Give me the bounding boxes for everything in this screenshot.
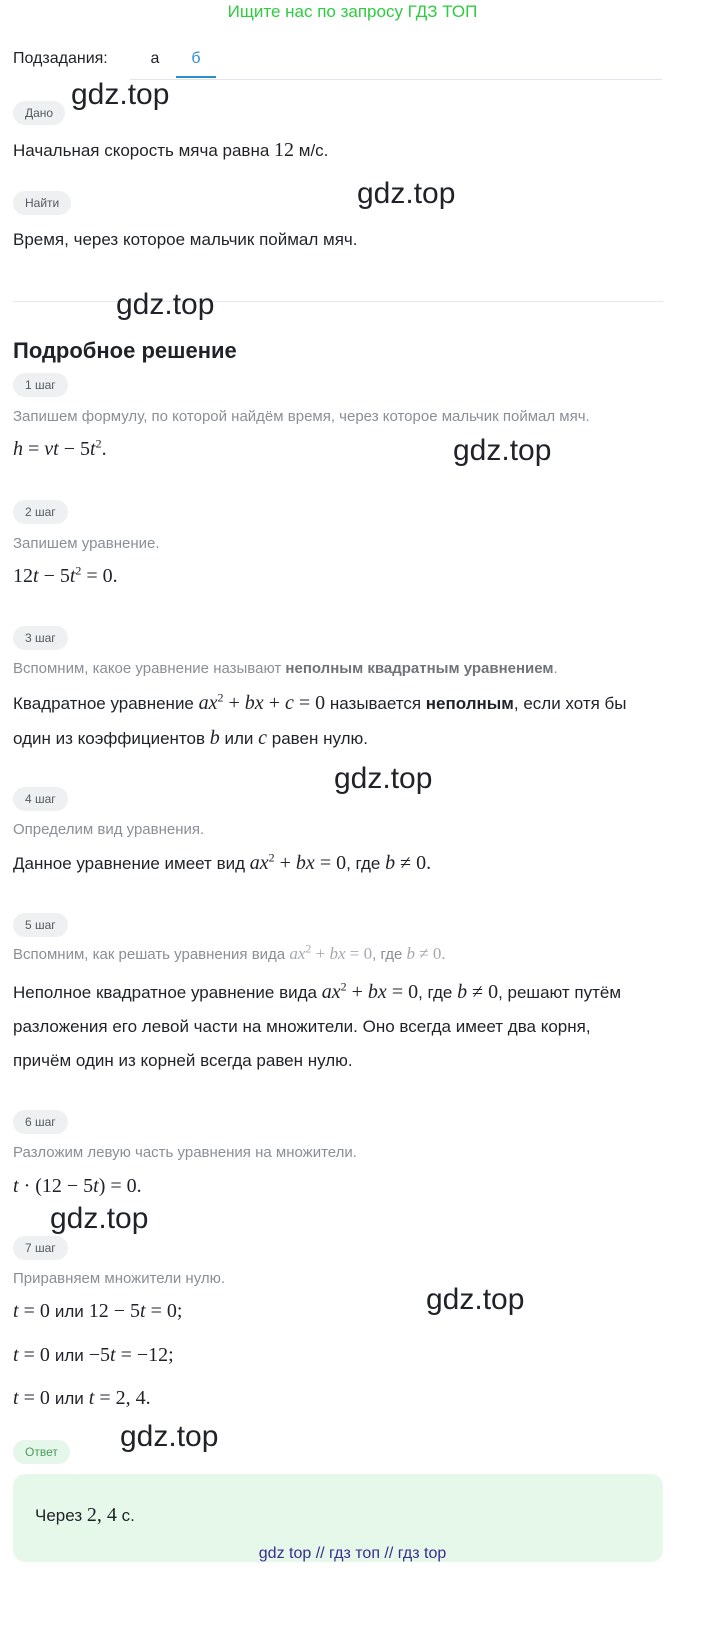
section-divider [13, 301, 663, 302]
step-3-line-2: один из коэффициентов b или c равен нулю. [13, 727, 368, 749]
step-7-note: Приравняем множители нулю. [13, 1270, 226, 1287]
watermark: gdz.top [334, 762, 433, 795]
watermark: gdz.top [453, 434, 552, 467]
watermark: gdz.top [120, 1420, 219, 1453]
step-7-line-1: t = 0 или 12 − 5t = 0; [13, 1300, 183, 1322]
step-7-pill: 7 шаг [13, 1236, 68, 1260]
active-tab-indicator [176, 76, 216, 78]
step-7-line-2: t = 0 или −5t = −12; [13, 1344, 174, 1366]
watermark: gdz.top [71, 78, 170, 111]
step-6-note: Разложим левую часть уравнения на множители. [13, 1144, 357, 1161]
watermark: gdz.top [357, 177, 456, 210]
step-3-note: Вспомним, какое уравнение называют неполным квадратным уравнением. [13, 660, 558, 677]
given-pill: Дано [13, 101, 65, 125]
step-5-line-1: Неполное квадратное уравнение вида $ax^2$ + bx = 0, где b ≠ 0, решают путём [13, 979, 622, 1003]
step-4-pill: 4 шаг [13, 787, 68, 811]
step-3-line-1: Квадратное уравнение $ax^2$ + bx + c = 0 называется неполным, если хотя бы [13, 690, 627, 714]
step-4-line: Данное уравнение имеет вид $ax^2$ + bx = 0, где b ≠ 0. [13, 850, 432, 874]
step-5-line-3: причём один из корней всегда равен нулю. [13, 1051, 353, 1070]
solution-heading: Подробное решение [13, 338, 237, 363]
search-banner[interactable]: Ищите нас по запросу ГДЗ ТОП [227, 2, 478, 21]
tabs-divider [130, 79, 662, 80]
step-6-formula: t · (12 − 5t) = 0. [13, 1175, 142, 1197]
footer-links[interactable]: gdz top // гдз топ // гдз top [258, 1545, 447, 1562]
watermark: gdz.top [50, 1202, 149, 1235]
step-5-line-2: разложения его левой части на множители. Оно всегда имеет два корня, [13, 1017, 591, 1036]
step-6-pill: 6 шаг [13, 1110, 68, 1134]
step-3-pill: 3 шаг [13, 626, 68, 650]
subtasks-label: Подзадания: [13, 50, 108, 67]
step-1-formula: h = vt − $5t^2$. [13, 436, 107, 460]
tab-b[interactable]: б [191, 50, 201, 67]
step-7-line-3: t = 0 или t = 2, 4. [13, 1387, 151, 1409]
step-2-formula: $12t - 5t^2 = 0$. [13, 563, 118, 587]
step-1-note: Запишем формулу, по которой найдём время, через которое мальчик поймал мяч. [13, 408, 590, 425]
given-text: Начальная скорость мяча равна 12 м/с. [13, 139, 329, 161]
step-1-pill: 1 шаг [13, 373, 68, 397]
answer-pill: Ответ [13, 1440, 70, 1464]
find-pill: Найти [13, 191, 71, 215]
find-text: Время, через которое мальчик поймал мяч. [13, 230, 358, 249]
step-2-note: Запишем уравнение. [13, 535, 160, 552]
answer-text: Через 2, 4 с. [35, 1504, 135, 1526]
step-4-note: Определим вид уравнения. [13, 821, 205, 838]
step-5-pill: 5 шаг [13, 913, 68, 937]
step-5-note: Вспомним, как решать уравнения вида $ax^2$ + bx = 0, где b ≠ 0. [13, 941, 446, 963]
step-2-pill: 2 шаг [13, 500, 68, 524]
tab-a[interactable]: а [150, 50, 160, 67]
watermark: gdz.top [116, 288, 215, 321]
watermark: gdz.top [426, 1283, 525, 1316]
